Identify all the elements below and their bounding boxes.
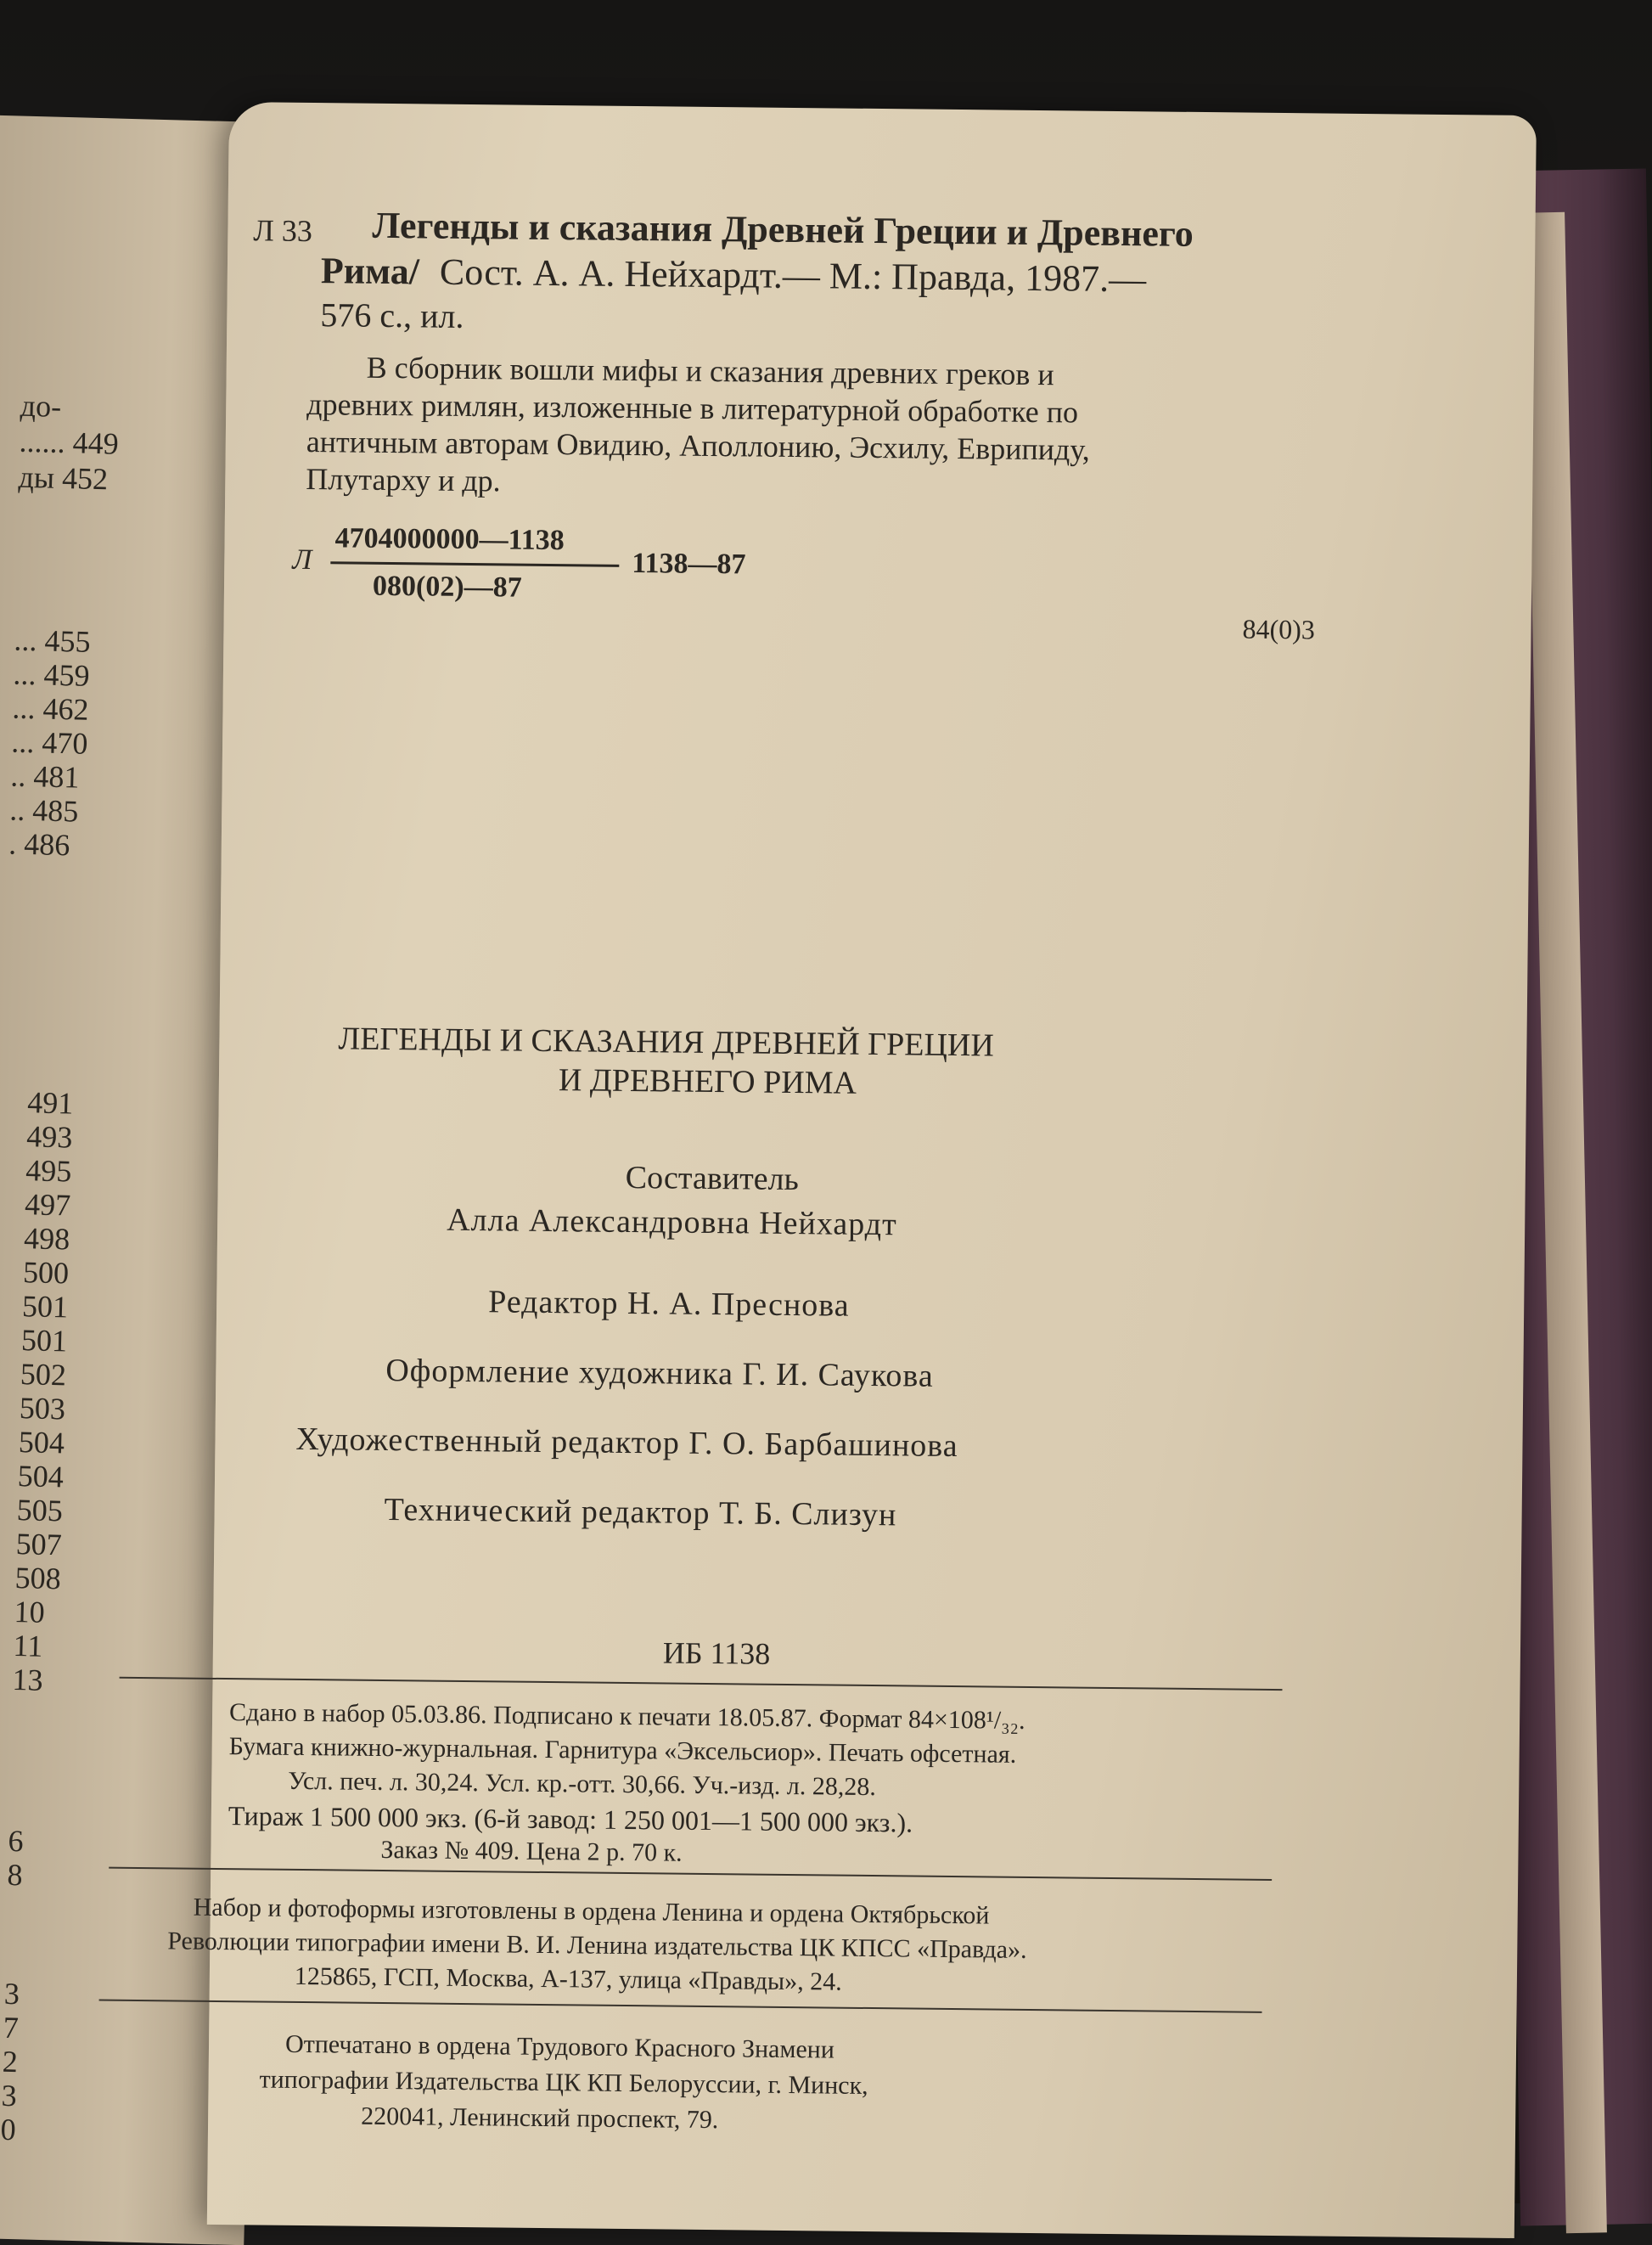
divider-middle <box>109 1867 1272 1881</box>
left-line: 504 <box>18 1425 65 1460</box>
left-line: .. 485 <box>8 792 79 829</box>
tech-editor-credit: Технический редактор Т. Б. Слизун <box>384 1492 897 1533</box>
left-line: 10 <box>14 1594 46 1629</box>
printer-line3: 125865, ГСП, Москва, А-137, улица «Правды», 24. <box>294 1961 842 1996</box>
left-line: 502 <box>20 1357 67 1393</box>
annotation-line3: античным авторам Овидию, Аполлонию, Эсхилу, Еврипиду, <box>306 424 1090 467</box>
index-prefix: Л <box>292 543 312 577</box>
left-line: 8 <box>7 1857 24 1893</box>
main-page <box>167 102 1537 2238</box>
book-title-line1: ЛЕГЕНДЫ И СКАЗАНИЯ ДРЕВНЕЙ ГРЕЦИИ <box>338 1021 994 1064</box>
left-line: 498 <box>23 1221 70 1257</box>
imprint-line3: Усл. печ. л. 30,24. Усл. кр.-отт. 30,66. Уч.-изд. л. 28,28. <box>288 1766 877 1802</box>
left-line: 13 <box>12 1662 44 1697</box>
book-title-line2: И ДРЕВНЕГО РИМА <box>558 1062 857 1101</box>
record-title-line1: Легенды и сказания Древней Греции и Древнего <box>372 204 1194 255</box>
printed-line3: 220041, Ленинский проспект, 79. <box>360 2102 719 2135</box>
index-suffix: 1138—87 <box>632 547 746 581</box>
left-line: 500 <box>22 1255 70 1291</box>
divider-bottom <box>99 2000 1262 2013</box>
left-line: .. 481 <box>9 758 80 795</box>
design-credit: Оформление художника Г. И. Саукова <box>385 1353 934 1394</box>
compiler-name: Алла Александровна Нейхардт <box>447 1201 897 1243</box>
printed-line1: Отпечатано в ордена Трудового Красного Знамени <box>284 2029 835 2064</box>
left-line: 2 <box>2 2044 19 2079</box>
record-code: Л 33 <box>253 213 313 249</box>
left-line: ... 462 <box>12 690 90 727</box>
left-line: 507 <box>15 1526 63 1562</box>
printer-line1: Набор и фотоформы изготовлены в ордена Ленина и ордена Октябрьской <box>193 1893 990 1930</box>
left-line: 0 <box>0 2112 17 2147</box>
printed-line2: типографии Издательства ЦК КП Белоруссии, г. Минск, <box>259 2065 868 2101</box>
left-line: 505 <box>16 1492 64 1528</box>
imprint-line5: Заказ № 409. Цена 2 р. 70 к. <box>380 1835 683 1867</box>
left-line: 493 <box>25 1119 73 1155</box>
index-numerator: 4704000000—1138 <box>334 522 565 557</box>
bbk-code: 84(0)3 <box>1242 613 1316 645</box>
left-line: 3 <box>1 2078 18 2113</box>
imprint-line4: Тираж 1 500 000 экз. (6-й завод: 1 250 001—1 500 000 экз.). <box>228 1800 913 1838</box>
left-line: 501 <box>20 1323 68 1359</box>
left-line: 11 <box>13 1628 43 1663</box>
left-line: 7 <box>3 2010 20 2045</box>
ib-number: ИБ 1138 <box>662 1635 771 1671</box>
imprint-line1: Сдано в набор 05.03.86. Подписано к печати 18.05.87. Формат 84×108¹/₃₂. <box>228 1698 1025 1735</box>
left-line: 508 <box>14 1560 62 1596</box>
divider-top <box>120 1677 1283 1691</box>
record-title-line3: 576 с., ил. <box>320 295 464 335</box>
left-line: 501 <box>21 1289 69 1325</box>
left-line: ... 470 <box>10 724 88 761</box>
imprint-line2: Бумага книжно-журнальная. Гарнитура «Эксельсиор». Печать офсетная. <box>228 1732 1017 1769</box>
record-title-line2-rest: Сост. А. А. Нейхардт.— М.: Правда, 1987.— <box>439 250 1147 301</box>
left-line: ...... 449 <box>19 424 120 461</box>
left-line: . 486 <box>8 826 70 863</box>
printer-line2: Революции типографии имени В. И. Ленина издательства ЦК КПСС «Правда». <box>167 1927 1027 1964</box>
index-fraction-line <box>330 561 619 567</box>
annotation-line4: Плутарху и др. <box>306 461 501 498</box>
art-editor-credit: Художественный редактор Г. О. Барбашинова <box>295 1421 958 1465</box>
annotation-line2: древних римлян, изложенные в литературной обработке по <box>306 386 1079 430</box>
annotation-line1: В сборник вошли мифы и сказания древних греков и <box>366 350 1054 392</box>
left-line: ... 455 <box>14 622 92 659</box>
left-line: 3 <box>3 1976 20 2011</box>
editor-credit: Редактор Н. А. Преснова <box>487 1284 850 1324</box>
index-denominator: 080(02)—87 <box>372 570 522 604</box>
left-line: до- <box>20 388 62 424</box>
left-line: 503 <box>19 1391 66 1426</box>
left-line: ... 459 <box>13 656 91 693</box>
compiler-label: Составитель <box>625 1159 800 1198</box>
left-line: 491 <box>26 1085 74 1121</box>
record-title-line2-bold: Рима/ <box>320 250 420 293</box>
left-line: 504 <box>17 1459 65 1494</box>
left-line: 497 <box>24 1187 71 1223</box>
left-line: ды 452 <box>18 459 109 497</box>
left-line: 6 <box>8 1823 25 1859</box>
left-line: 495 <box>25 1153 72 1189</box>
page-content <box>167 102 1537 2238</box>
